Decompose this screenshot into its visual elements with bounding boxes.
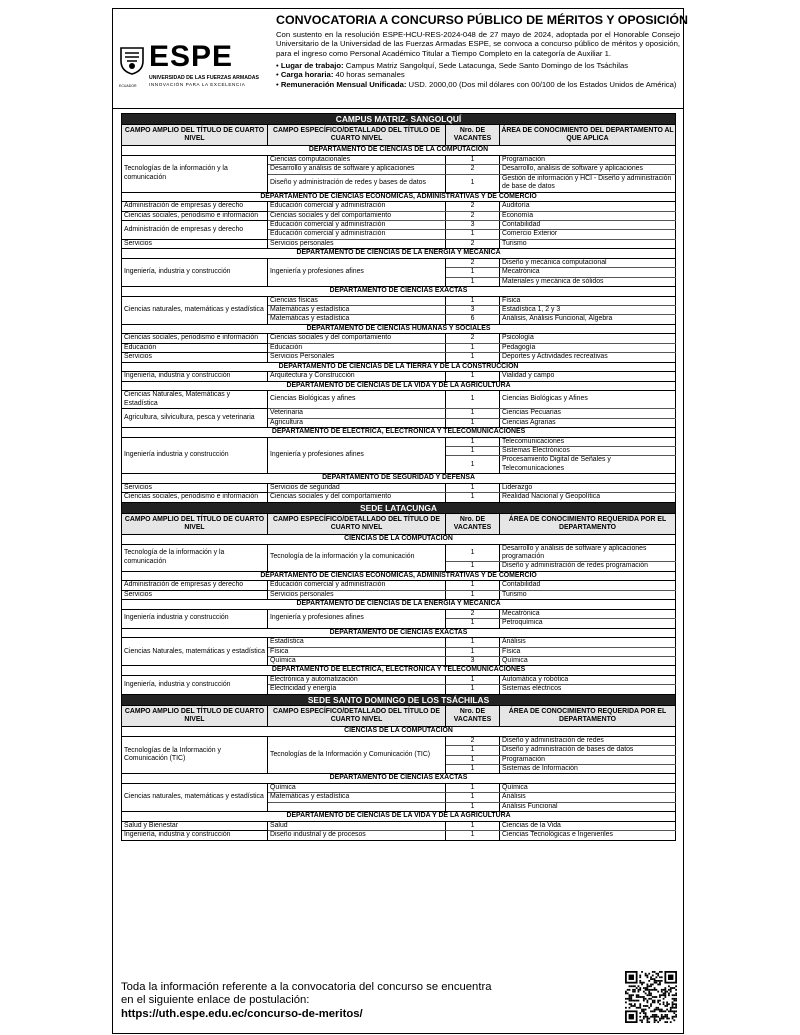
knowledge-area-cell: Materiales y mecánica de sólidos [500,277,676,286]
knowledge-area-cell: Ciencias de la Vida [500,821,676,830]
broad-field-cell: Administración de empresas y derecho [122,221,268,240]
broad-field-cell: Ingeniería, industria y construcción [122,258,268,286]
specific-field-cell: Ingeniería y profesiones afines [268,609,446,628]
knowledge-area-cell: Psicología [500,334,676,343]
broad-field-cell: Ingeniería industria y construcción [122,437,268,474]
vacancy-tables [121,113,675,841]
specific-field-cell: Veterinaria [268,409,446,418]
department-row [122,812,676,822]
campus-name: SEDE LATACUNGA [122,502,676,513]
knowledge-area-cell: Procesamiento Digital de Señales y Telecomunicaciones [500,456,676,474]
knowledge-area-cell: Economía [500,211,676,220]
table-row [122,409,676,418]
vacancies-cell: 1 [446,590,500,599]
table-row [122,437,676,446]
vacancies-cell: 1 [446,174,500,192]
knowledge-area-cell: Automática y robótica [500,675,676,684]
vacancies-cell: 1 [446,784,500,793]
campus-header-row [122,694,676,705]
specific-field-cell: Matemáticas y estadística [268,315,446,324]
specific-field-cell: Matemáticas y estadística [268,793,446,802]
column-header: ÁREA DE CONOCIMIENTO DEL DEPARTAMENTO AL QUE APLICA [500,125,676,146]
department-name: DEPARTAMENTO DE CIENCIAS DE LA COMPUTACIÓN [122,146,676,156]
divider [113,108,683,109]
department-row [122,727,676,737]
table-row [122,221,676,230]
vacancies-cell: 6 [446,315,500,324]
broad-field-cell: Ciencias naturales, matemáticas y estadística [122,784,268,812]
specific-field-cell: Matemáticas y estadística [268,306,446,315]
vacancies-cell: 1 [446,418,500,427]
knowledge-area-cell: Diseño y administración de bases de datos [500,746,676,755]
department-name: CIENCIAS DE LA COMPUTACIÓN [122,727,676,737]
vacancies-cell: 3 [446,656,500,665]
specific-field-cell: Diseño y administración de redes y bases de datos [268,174,446,192]
broad-field-cell: Educación [122,343,268,352]
vacancies-cell: 1 [446,793,500,802]
knowledge-area-cell: Realidad Nacional y Geopolítica [500,493,676,502]
knowledge-area-cell: Física [500,296,676,305]
vacancies-cell: 1 [446,372,500,381]
broad-field-cell: Salud y Bienestar [122,821,268,830]
table-row [122,581,676,590]
table-row [122,156,676,165]
knowledge-area-cell: Ciencias Agrarias [500,418,676,427]
table-row [122,483,676,492]
broad-field-cell: Servicios [122,590,268,599]
knowledge-area-cell: Ciencias Tecnológicas e Ingenieriles [500,831,676,840]
specific-field-cell: Ingeniería y profesiones afines [268,258,446,286]
table-row [122,211,676,220]
table-row [122,296,676,305]
department-row [122,628,676,638]
knowledge-area-cell: Telecomunicaciones [500,437,676,446]
knowledge-area-cell: Sistemas de Información [500,765,676,774]
condition-label: Lugar de trabajo: [280,60,344,70]
specific-field-cell: Educación comercial y administración [268,581,446,590]
specific-field-cell: Educación comercial y administración [268,230,446,239]
vacancies-cell: 1 [446,802,500,811]
knowledge-area-cell: Gestión de información y HCI - Diseño y administración de base de datos [500,174,676,192]
column-header: CAMPO ESPECÍFICO/DETALLADO DEL TÍTULO DE CUARTO NIVEL [268,513,446,534]
vacancies-cell: 2 [446,202,500,211]
knowledge-area-cell: Estadística 1, 2 y 3 [500,306,676,315]
table-row [122,590,676,599]
column-header-row [122,513,676,534]
specific-field-cell: Diseño industrial y de procesos [268,831,446,840]
knowledge-area-cell: Ciencias Biológicas y Afines [500,391,676,409]
vacancy-table [121,113,676,841]
vacancies-cell: 1 [446,409,500,418]
department-row [122,381,676,391]
condition-label: Remuneración Mensual Unificada: [280,80,407,90]
knowledge-area-cell: Liderazgo [500,483,676,492]
table-row [122,334,676,343]
broad-field-cell: Ingeniería industria y construcción [122,609,268,628]
specific-field-cell: Tecnologías de la Información y Comunicación (TIC) [268,736,446,774]
vacancies-cell: 1 [446,343,500,352]
broad-field-cell: Ciencias sociales, periodismo e información [122,211,268,220]
table-row [122,202,676,211]
department-row [122,474,676,484]
column-header: CAMPO ESPECÍFICO/DETALLADO DEL TÍTULO DE CUARTO NIVEL [268,705,446,726]
department-name: DEPARTAMENTO DE ELÉCTRICA, ELECTRÓNICA Y TELECOMUNICACIONES [122,666,676,676]
condition-item: • Lugar de trabajo: Campus Matriz Sangolquí, Sede Latacunga, Sede Santo Domingo de los Tsáchilas [276,60,629,70]
knowledge-area-cell: Turismo [500,239,676,248]
vacancies-cell: 2 [446,165,500,174]
specific-field-cell: Arquitectura y Construcción [268,372,446,381]
knowledge-area-cell: Pedagogía [500,343,676,352]
footer-text-1: Toda la información referente a la convocatoria del concurso se encuentra [121,981,492,993]
department-row [122,534,676,544]
knowledge-area-cell: Ciencias Pecuarias [500,409,676,418]
specific-field-cell: Educación comercial y administración [268,221,446,230]
conditions-list [276,61,680,90]
logo-country: ECUADOR [119,84,137,88]
column-header: CAMPO AMPLIO DEL TÍTULO DE CUARTO NIVEL [122,513,268,534]
shield-icon [119,45,145,75]
department-row [122,324,676,334]
vacancies-cell: 1 [446,277,500,286]
department-name: DEPARTAMENTO DE CIENCIAS EXACTAS [122,287,676,297]
broad-field-cell: Ciencias sociales, periodismo e información [122,334,268,343]
specific-field-cell: Química [268,656,446,665]
knowledge-area-cell: Diseño y administración de redes programación [500,562,676,571]
knowledge-area-cell: Auditoría [500,202,676,211]
vacancies-cell: 1 [446,746,500,755]
table-row [122,609,676,618]
specific-field-cell: Salud [268,821,446,830]
vacancies-cell: 1 [446,562,500,571]
specific-field-cell: Estadística [268,638,446,647]
department-row [122,192,676,202]
vacancies-cell: 1 [446,544,500,562]
knowledge-area-cell: Mecatrónica [500,268,676,277]
page-title: CONVOCATORIA A CONCURSO PÚBLICO DE MÉRITOS Y OPOSICIÓN [276,13,688,27]
table-row [122,493,676,502]
specific-field-cell: Electrónica y automatización [268,675,446,684]
specific-field-cell: Servicios de seguridad [268,483,446,492]
campus-name: SEDE SANTO DOMINGO DE LOS TSÁCHILAS [122,694,676,705]
knowledge-area-cell: Comercio Exterior [500,230,676,239]
broad-field-cell: Servicios [122,353,268,362]
department-row [122,774,676,784]
specific-field-cell: Educación [268,343,446,352]
header-text [276,13,688,90]
specific-field-cell: Ciencias computacionales [268,156,446,165]
campus-name: CAMPUS MATRIZ- SANGOLQUÍ [122,114,676,125]
broad-field-cell: Ingeniería, industria y construcción [122,675,268,694]
logo-motto: INNOVACIÓN PARA LA EXCELENCIA [149,82,246,87]
department-name: DEPARTAMENTO DE CIENCIAS DE LA TIERRA Y DE LA CONSTRUCCIÓN [122,362,676,372]
department-row [122,600,676,610]
knowledge-area-cell: Análisis [500,793,676,802]
vacancies-cell: 2 [446,609,500,618]
qr-code-icon[interactable] [625,971,677,1023]
campus-header-row [122,502,676,513]
campus-header-row [122,114,676,125]
table-row [122,544,676,562]
department-row [122,249,676,259]
table-row [122,638,676,647]
knowledge-area-cell: Deportes y Actividades recreativas [500,353,676,362]
knowledge-area-cell: Petroquímica [500,619,676,628]
table-row [122,391,676,409]
column-header: CAMPO AMPLIO DEL TÍTULO DE CUARTO NIVEL [122,705,268,726]
vacancies-cell: 1 [446,456,500,474]
header [113,9,688,109]
vacancies-cell: 1 [446,685,500,694]
application-link[interactable]: https://uth.espe.edu.ec/concurso-de-meritos/ [121,1008,363,1020]
department-name: DEPARTAMENTO DE CIENCIAS DE LA VIDA Y DE LA AGRICULTURA [122,812,676,822]
broad-field-cell: Servicios [122,483,268,492]
knowledge-area-cell: Desarrollo, análisis de software y aplicaciones [500,165,676,174]
department-name: CIENCIAS DE LA COMPUTACIÓN [122,534,676,544]
column-header: Nro. DE VACANTES [446,705,500,726]
department-row [122,146,676,156]
table-row [122,736,676,745]
specific-field-cell: Química [268,784,446,793]
broad-field-cell: Administración de empresas y derecho [122,202,268,211]
knowledge-area-cell: Contabilidad [500,221,676,230]
specific-field-cell: Ciencias sociales y del comportamiento [268,211,446,220]
column-header: Nro. DE VACANTES [446,125,500,146]
department-name: DEPARTAMENTO DE CIENCIAS DE LA ENERGÍA Y MECÁNICA [122,249,676,259]
knowledge-area-cell: Sistemas eléctricos [500,685,676,694]
broad-field-cell: Ciencias naturales, matemáticas y estadística [122,296,268,324]
condition-label: Carga horaria: [280,70,334,80]
column-header: CAMPO ESPECÍFICO/DETALLADO DEL TÍTULO DE CUARTO NIVEL [268,125,446,146]
vacancies-cell: 2 [446,334,500,343]
department-row [122,362,676,372]
knowledge-area-cell: Desarrollo y análisis de software y aplicaciones programación [500,544,676,562]
department-name: DEPARTAMENTO DE CIENCIAS EXACTAS [122,628,676,638]
specific-field-cell: Servicios personales [268,239,446,248]
footer [121,981,621,1021]
vacancies-cell: 3 [446,306,500,315]
column-header: ÁREA DE CONOCIMIENTO REQUERIDA POR EL DEPARTAMENTO [500,705,676,726]
footer-text-2: en el siguiente enlace de postulación: [121,994,310,1006]
column-header-row [122,705,676,726]
logo-university-name: UNIVERSIDAD DE LAS FUERZAS ARMADAS [149,75,259,81]
department-row [122,287,676,297]
vacancies-cell: 1 [446,391,500,409]
table-row [122,258,676,267]
vacancies-cell: 2 [446,736,500,745]
broad-field-cell: Ciencias Naturales, matemáticas y estadística [122,638,268,666]
knowledge-area-cell: Química [500,784,676,793]
broad-field-cell: Tecnologías de la Información y Comunicación (TIC) [122,736,268,774]
specific-field-cell: Física [268,647,446,656]
column-header: Nro. DE VACANTES [446,513,500,534]
condition-value: 40 horas semanales [333,70,405,80]
column-header: CAMPO AMPLIO DEL TÍTULO DE CUARTO NIVEL [122,125,268,146]
vacancies-cell: 1 [446,156,500,165]
department-name: DEPARTAMENTO DE SEGURIDAD Y DEFENSA [122,474,676,484]
department-name: DEPARTAMENTO DE CIENCIAS ECONÓMICAS, ADMINISTRATIVAS Y DE COMERCIO [122,571,676,581]
specific-field-cell: Ciencias sociales y del comportamiento [268,334,446,343]
specific-field-cell [268,802,446,811]
condition-value: Campus Matriz Sangolquí, Sede Latacunga, Sede Santo Domingo de los Tsáchilas [343,60,629,70]
vacancies-cell: 1 [446,296,500,305]
condition-value: USD. 2000,00 (Dos mil dólares con 00/100 de los Estados Unidos de América) [406,80,677,90]
condition-item: • Carga horaria: 40 horas semanales [276,70,405,80]
knowledge-area-cell: Química [500,656,676,665]
knowledge-area-cell: Diseño y mecánica computacional [500,258,676,267]
broad-field-cell: Servicios [122,239,268,248]
vacancies-cell: 2 [446,258,500,267]
vacancies-cell: 2 [446,239,500,248]
vacancies-cell: 1 [446,765,500,774]
specific-field-cell: Ciencias físicas [268,296,446,305]
broad-field-cell: Ingeniería, industria y construcción [122,831,268,840]
vacancies-cell: 1 [446,675,500,684]
vacancies-cell: 1 [446,446,500,455]
broad-field-cell: Tecnologías de la información y la comunicación [122,156,268,193]
broad-field-cell: Tecnología de la información y la comunicación [122,544,268,571]
department-row [122,427,676,437]
table-row [122,372,676,381]
vacancies-cell: 1 [446,268,500,277]
table-row [122,831,676,840]
knowledge-area-cell: Programación [500,156,676,165]
department-name: DEPARTAMENTO DE CIENCIAS HUMANAS Y SOCIALES [122,324,676,334]
column-header: ÁREA DE CONOCIMIENTO REQUERIDA POR EL DEPARTAMENTO [500,513,676,534]
knowledge-area-cell: Física [500,647,676,656]
department-name: DEPARTAMENTO DE CIENCIAS ECONÓMICAS, ADMINISTRATIVAS Y DE COMERCIO [122,192,676,202]
knowledge-area-cell: Contabilidad [500,581,676,590]
specific-field-cell: Ciencias Biológicas y afines [268,391,446,409]
announcement-sheet [112,8,688,1034]
knowledge-area-cell: Turismo [500,590,676,599]
department-name: DEPARTAMENTO DE CIENCIAS DE LA ENERGÍA Y MECÁNICA [122,600,676,610]
espe-logo [119,40,269,99]
vacancies-cell: 2 [446,211,500,220]
vacancies-cell: 1 [446,483,500,492]
intro-paragraph: Con sustento en la resolución ESPE-HCU-RES-2024-048 de 27 mayo de 2024, adoptada por el Honorable Consejo Universitario de la Universidad de las Fuerzas Armadas ESPE, se convoca a concurso público de méritos y oposición, para el ingreso como Personal Académico Titular a Tiempo Completo en la categoría de Auxiliar 1. [276,30,680,58]
knowledge-area-cell: Análisis, Análisis Funcional, Álgebra [500,315,676,324]
vacancies-cell: 3 [446,221,500,230]
logo-wordmark: ESPE [149,40,234,73]
vacancies-cell: 1 [446,831,500,840]
knowledge-area-cell: Análisis [500,638,676,647]
broad-field-cell: Ingeniería, industria y construcción [122,372,268,381]
condition-item: • Remuneración Mensual Unificada: USD. 2000,00 (Dos mil dólares con 00/100 de los Estados Unidos de América) [276,80,677,90]
specific-field-cell: Desarrollo y análisis de software y aplicaciones [268,165,446,174]
knowledge-area-cell: Programación [500,755,676,764]
specific-field-cell: Servicios Personales [268,353,446,362]
specific-field-cell: Tecnología de la información y la comunicación [268,544,446,571]
vacancies-cell: 1 [446,493,500,502]
table-row [122,343,676,352]
vacancies-cell: 1 [446,581,500,590]
knowledge-area-cell: Análisis Funcional [500,802,676,811]
broad-field-cell: Agricultura, silvicultura, pesca y veterinaria [122,409,268,428]
vacancies-cell: 1 [446,230,500,239]
knowledge-area-cell: Sistemas Electrónicos [500,446,676,455]
department-row [122,571,676,581]
vacancies-cell: 1 [446,821,500,830]
vacancies-cell: 1 [446,353,500,362]
knowledge-area-cell: Diseño y administración de redes [500,736,676,745]
specific-field-cell: Electricidad y energía [268,685,446,694]
vacancies-cell: 1 [446,638,500,647]
vacancies-cell: 1 [446,647,500,656]
broad-field-cell: Ciencias sociales, periodismo e información [122,493,268,502]
vacancies-cell: 1 [446,619,500,628]
specific-field-cell: Servicios personales [268,590,446,599]
table-row [122,784,676,793]
knowledge-area-cell: Mecatrónica [500,609,676,618]
specific-field-cell: Agricultura [268,418,446,427]
specific-field-cell: Educación comercial y administración [268,202,446,211]
table-row [122,675,676,684]
vacancies-cell: 1 [446,755,500,764]
table-row [122,353,676,362]
table-row [122,821,676,830]
department-name: DEPARTAMENTO DE CIENCIAS DE LA VIDA Y DE LA AGRICULTURA [122,381,676,391]
vacancies-cell: 1 [446,437,500,446]
knowledge-area-cell: Vialidad y campo [500,372,676,381]
column-header-row [122,125,676,146]
department-row [122,666,676,676]
table-row [122,239,676,248]
department-name: DEPARTAMENTO DE ELÉCTRICA, ELECTRÓNICA Y TELECOMUNICACIONES [122,427,676,437]
department-name: DEPARTAMENTO DE CIENCIAS EXACTAS [122,774,676,784]
specific-field-cell: Ciencias sociales y del comportamiento [268,493,446,502]
specific-field-cell: Ingeniería y profesiones afines [268,437,446,474]
broad-field-cell: Administración de empresas y derecho [122,581,268,590]
broad-field-cell: Ciencias Naturales, Matemáticas y Estadística [122,391,268,409]
